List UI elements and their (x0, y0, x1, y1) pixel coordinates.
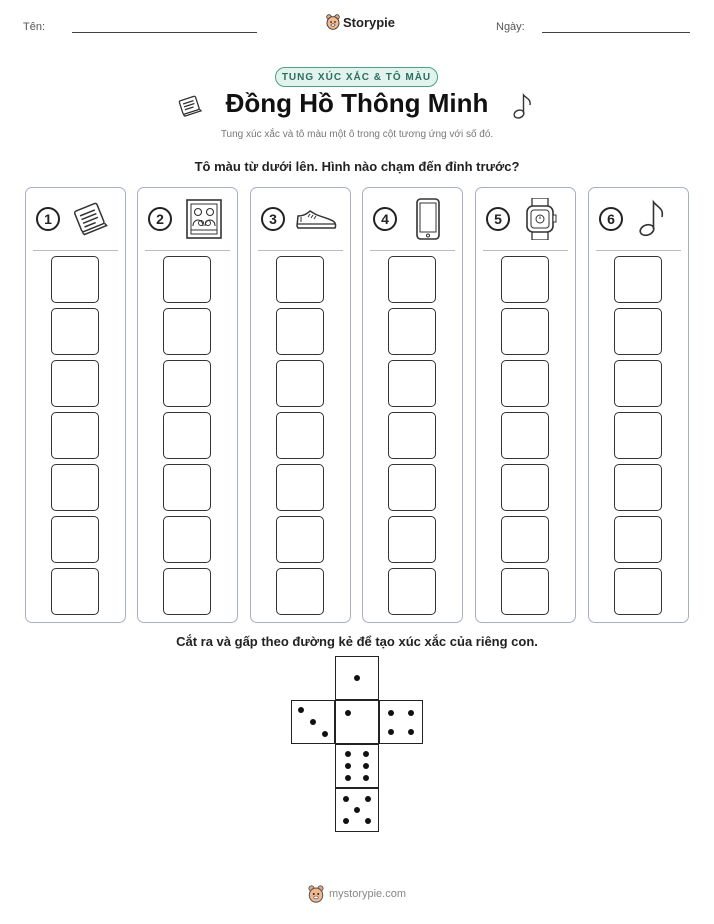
page-title: Đồng Hồ Thông Minh (225, 88, 489, 118)
color-cell[interactable] (388, 568, 436, 615)
column-header (363, 188, 462, 248)
storypie-mascot-icon (326, 14, 340, 30)
column-divider (596, 250, 681, 251)
color-cell[interactable] (388, 256, 436, 303)
column-divider (483, 250, 568, 251)
column-header (138, 188, 237, 248)
die-face-1-center (335, 700, 379, 744)
color-cell[interactable] (163, 464, 211, 511)
column-divider (33, 250, 118, 251)
color-cell[interactable] (51, 308, 99, 355)
color-cell[interactable] (163, 256, 211, 303)
column-header (589, 188, 688, 248)
color-cell[interactable] (388, 360, 436, 407)
color-cell[interactable] (614, 256, 662, 303)
column-header (26, 188, 125, 248)
die-face-4 (379, 700, 423, 744)
die-face-1 (335, 656, 379, 700)
column-number: 2 (148, 207, 172, 231)
color-cell[interactable] (51, 360, 99, 407)
footer (0, 885, 714, 903)
page-subtitle: Tung xúc xắc và tô màu một ô trong cột tương ứng với số đó. (220, 129, 494, 140)
color-cell[interactable] (614, 568, 662, 615)
die-face-3 (291, 700, 335, 744)
color-cell[interactable] (501, 256, 549, 303)
die-face-5 (335, 788, 379, 832)
storypie-mascot-icon (308, 885, 324, 903)
smartwatch-icon (520, 198, 562, 240)
color-cell[interactable] (614, 412, 662, 459)
column-number: 6 (599, 207, 623, 231)
footer-url[interactable]: mystorypie.com (328, 888, 407, 900)
column-6 (588, 187, 689, 623)
color-cell[interactable] (51, 568, 99, 615)
instruction-bottom: Cắt ra và gấp theo đường kẻ để tạo xúc xắc của riêng con. (176, 634, 538, 649)
color-cell[interactable] (501, 516, 549, 563)
color-cell[interactable] (276, 308, 324, 355)
color-cell[interactable] (51, 412, 99, 459)
date-line (542, 32, 690, 33)
family-photo-icon (182, 198, 224, 240)
color-cell[interactable] (51, 516, 99, 563)
color-cell[interactable] (388, 516, 436, 563)
brand-name: Storypie (343, 14, 396, 30)
column-number: 1 (36, 207, 60, 231)
color-cell[interactable] (51, 256, 99, 303)
book-icon (70, 198, 112, 240)
color-cell[interactable] (163, 568, 211, 615)
color-cell[interactable] (614, 464, 662, 511)
brand-logo (326, 14, 395, 30)
color-cell[interactable] (501, 308, 549, 355)
column-number: 4 (373, 207, 397, 231)
color-cell[interactable] (163, 412, 211, 459)
phone-icon (407, 198, 449, 240)
column-5 (475, 187, 576, 623)
color-cell[interactable] (276, 464, 324, 511)
column-4 (362, 187, 463, 623)
dice-net (291, 656, 425, 836)
column-header (251, 188, 350, 248)
column-header (476, 188, 575, 248)
column-divider (145, 250, 230, 251)
color-cell[interactable] (276, 516, 324, 563)
color-cell[interactable] (501, 568, 549, 615)
color-cell[interactable] (163, 516, 211, 563)
name-label: Tên: (23, 21, 46, 33)
color-cell[interactable] (163, 308, 211, 355)
column-number: 5 (486, 207, 510, 231)
color-cell[interactable] (501, 464, 549, 511)
color-cell[interactable] (276, 412, 324, 459)
color-cell[interactable] (388, 308, 436, 355)
column-2 (137, 187, 238, 623)
column-divider (258, 250, 343, 251)
music-note-icon (633, 198, 675, 240)
name-line (72, 32, 257, 33)
column-1 (25, 187, 126, 623)
color-cell[interactable] (163, 360, 211, 407)
color-cell[interactable] (614, 516, 662, 563)
color-cell[interactable] (501, 412, 549, 459)
color-cell[interactable] (388, 412, 436, 459)
color-cell[interactable] (388, 464, 436, 511)
column-divider (370, 250, 455, 251)
color-cell[interactable] (276, 568, 324, 615)
column-3 (250, 187, 351, 623)
column-number: 3 (261, 207, 285, 231)
music-note-icon (511, 92, 535, 120)
die-face-6 (335, 744, 379, 788)
color-cell[interactable] (276, 360, 324, 407)
color-cell[interactable] (501, 360, 549, 407)
color-cell[interactable] (276, 256, 324, 303)
color-cell[interactable] (614, 360, 662, 407)
color-cell[interactable] (614, 308, 662, 355)
activity-badge: TUNG XÚC XẮC & TÔ MÀU (275, 67, 438, 87)
color-cell[interactable] (51, 464, 99, 511)
instruction-top: Tô màu từ dưới lên. Hình nào chạm đến đỉnh trước? (194, 159, 520, 174)
date-label: Ngày: (496, 21, 525, 33)
sneaker-icon (295, 198, 337, 240)
